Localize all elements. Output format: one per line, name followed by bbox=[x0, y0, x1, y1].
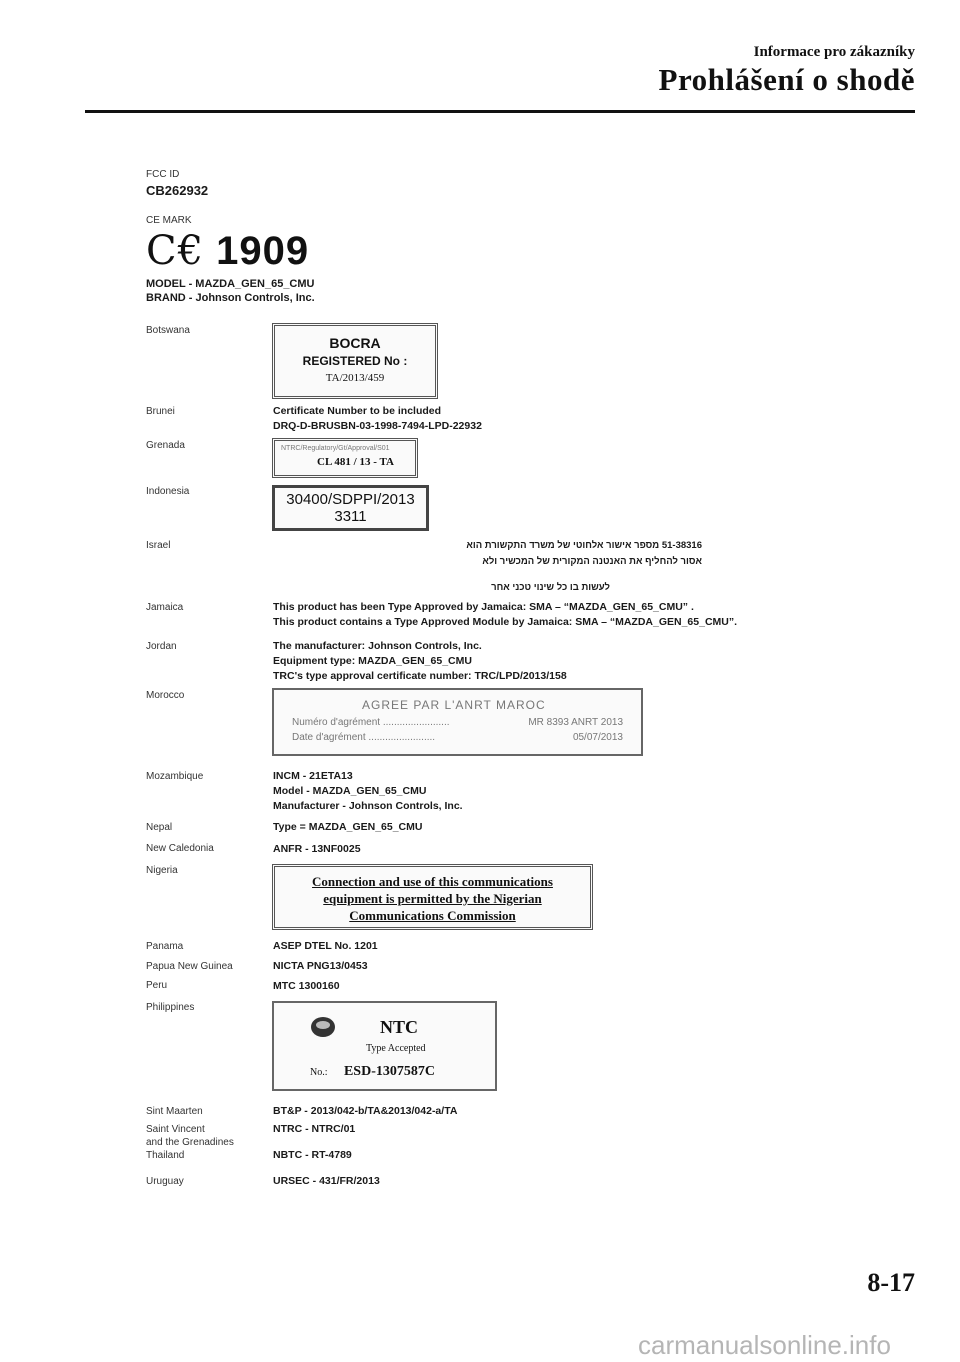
peru-value: MTC 1300160 bbox=[273, 980, 340, 992]
country-label-mozambique: Mozambique bbox=[146, 771, 204, 782]
philippines-type-accepted: Type Accepted bbox=[366, 1043, 426, 1054]
botswana-registration-box bbox=[272, 323, 438, 399]
morocco-line-1: AGREE PAR L'ANRT MAROC bbox=[362, 698, 546, 712]
header-divider bbox=[85, 110, 915, 113]
country-label-peru: Peru bbox=[146, 980, 168, 991]
brunei-line-1: Certificate Number to be included bbox=[273, 405, 442, 417]
country-label-nigeria: Nigeria bbox=[146, 865, 178, 876]
country-label-nepal: Nepal bbox=[146, 822, 173, 833]
brand-line: BRAND - Johnson Controls, Inc. bbox=[146, 292, 315, 304]
country-label-grenada: Grenada bbox=[146, 440, 185, 451]
nepal-value: Type = MAZDA_GEN_65_CMU bbox=[273, 821, 423, 833]
philippines-ntc-box bbox=[272, 1001, 497, 1091]
indonesia-certificate-box bbox=[272, 485, 429, 531]
mozambique-line-1: INCM - 21ETA13 bbox=[273, 770, 353, 782]
fcc-value: CB262932 bbox=[146, 183, 209, 198]
grenada-line-2: CL 481 / 13 - TA bbox=[317, 456, 394, 468]
saint-vincent-value: NTRC - NTRC/01 bbox=[273, 1123, 356, 1135]
morocco-date-label: Date d'agrément ........................ bbox=[292, 732, 436, 743]
panama-value: ASEP DTEL No. 1201 bbox=[273, 940, 378, 952]
thailand-value: NBTC - RT-4789 bbox=[273, 1149, 352, 1161]
jamaica-line-1: This product has been Type Approved by Jamaica: SMA – “MAZDA_GEN_65_CMU” . bbox=[273, 601, 694, 613]
brunei-line-2: DRQ-D-BRUSBN-03-1998-7494-LPD-22932 bbox=[273, 420, 482, 432]
country-label-png: Papua New Guinea bbox=[146, 961, 233, 972]
morocco-number-label: Numéro d'agrément ........................ bbox=[292, 717, 450, 728]
country-label-morocco: Morocco bbox=[146, 690, 185, 701]
country-label-thailand: Thailand bbox=[146, 1150, 185, 1161]
philippines-no-label: No.: bbox=[310, 1067, 328, 1078]
uruguay-value: URSEC - 431/FR/2013 bbox=[273, 1175, 380, 1187]
ce-label: CE MARK bbox=[146, 215, 192, 226]
mozambique-line-3: Manufacturer - Johnson Controls, Inc. bbox=[273, 800, 463, 812]
page-title: Prohlášení o shodě bbox=[658, 62, 915, 97]
morocco-approval-box bbox=[272, 688, 643, 756]
country-label-panama: Panama bbox=[146, 941, 184, 952]
israel-line-1: 51-38316 מספר אישור אלחוטי של משרד התקשורת הוא bbox=[466, 540, 702, 551]
country-label-botswana: Botswana bbox=[146, 325, 190, 336]
ce-mark-logo: C€ 1909 bbox=[146, 228, 310, 274]
country-label-jordan: Jordan bbox=[146, 641, 177, 652]
ntc-seal-icon bbox=[310, 1016, 336, 1038]
indonesia-line-1: 30400/SDPPI/2013 bbox=[286, 491, 415, 508]
jordan-line-3: TRC's type approval certificate number: TRC/LPD/2013/158 bbox=[273, 670, 567, 682]
country-label-israel: Israel bbox=[146, 540, 171, 551]
new-caledonia-value: ANFR - 13NF0025 bbox=[273, 843, 361, 855]
philippines-ntc-title: NTC bbox=[380, 1016, 419, 1037]
israel-line-2: אסור להחליף את האנטנה המקורית של המכשיר ולא bbox=[482, 556, 702, 567]
jordan-line-2: Equipment type: MAZDA_GEN_65_CMU bbox=[273, 655, 472, 667]
country-label-philippines: Philippines bbox=[146, 1002, 195, 1013]
nigeria-line-1: Connection and use of this communications bbox=[312, 874, 553, 889]
nigeria-line-3: Communications Commission bbox=[349, 908, 516, 923]
country-label-new-caledonia: New Caledonia bbox=[146, 843, 214, 854]
sint-maarten-value: BT&P - 2013/042-b/TA&2013/042-a/TA bbox=[273, 1105, 458, 1117]
morocco-number-value: MR 8393 ANRT 2013 bbox=[528, 717, 623, 728]
section-subtitle: Informace pro zákazníky bbox=[753, 44, 915, 60]
mozambique-line-2: Model - MAZDA_GEN_65_CMU bbox=[273, 785, 427, 797]
country-label-grenadines: and the Grenadines bbox=[146, 1137, 234, 1148]
morocco-date-value: 05/07/2013 bbox=[572, 732, 623, 743]
philippines-number: ESD-1307587C bbox=[343, 1064, 435, 1079]
country-label-uruguay: Uruguay bbox=[146, 1176, 184, 1187]
footer-watermark: carmanualsonline.info bbox=[638, 1330, 891, 1360]
model-line: MODEL - MAZDA_GEN_65_CMU bbox=[146, 278, 315, 290]
jordan-line-1: The manufacturer: Johnson Controls, Inc. bbox=[273, 640, 482, 652]
page-number: 8-17 bbox=[867, 1268, 915, 1297]
jamaica-line-2: This product contains a Type Approved Module by Jamaica: SMA – “MAZDA_GEN_65_CMU”. bbox=[273, 616, 738, 628]
grenada-line-1: NTRC/Regulatory/Gt/Approval/S01 bbox=[281, 445, 390, 452]
nigeria-permit-box bbox=[272, 864, 593, 930]
country-label-indonesia: Indonesia bbox=[146, 486, 190, 497]
nigeria-line-2: equipment is permitted by the Nigerian bbox=[323, 891, 542, 906]
country-label-brunei: Brunei bbox=[146, 406, 175, 417]
country-label-jamaica: Jamaica bbox=[146, 602, 184, 613]
country-label-sint-maarten: Sint Maarten bbox=[146, 1106, 203, 1117]
png-value: NICTA PNG13/0453 bbox=[273, 960, 368, 972]
country-label-saint-vincent: Saint Vincent bbox=[146, 1124, 205, 1135]
indonesia-line-2: 3311 bbox=[334, 508, 367, 525]
fcc-label: FCC ID bbox=[146, 169, 180, 180]
grenada-approval-box bbox=[272, 438, 418, 478]
botswana-number: TA/2013/459 bbox=[325, 372, 385, 384]
botswana-registered: REGISTERED No : bbox=[302, 354, 408, 368]
botswana-authority: BOCRA bbox=[329, 335, 381, 351]
israel-line-3: לעשות בו כל שינוי טכני אחר bbox=[491, 582, 610, 593]
